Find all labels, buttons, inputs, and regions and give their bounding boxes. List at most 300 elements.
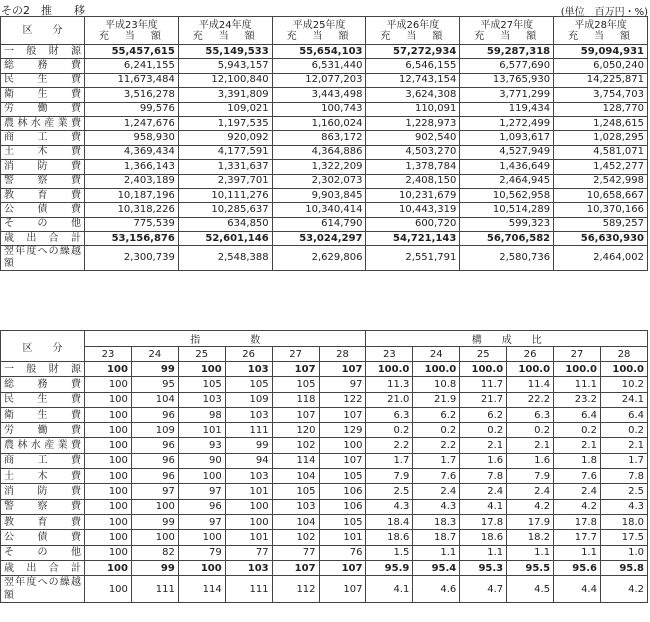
header-index-group: 指 数: [85, 331, 366, 347]
allocation-label: 充 当 額: [192, 30, 258, 42]
amount-cell: 10,340,414: [272, 203, 366, 217]
index-cell: 104: [131, 392, 178, 407]
header-year-5: [554, 17, 648, 45]
year-label: 平成27年度: [480, 19, 534, 31]
index-cell: 100: [178, 530, 225, 545]
ratio-cell: 7.9: [366, 469, 413, 484]
year-header-8: 25: [460, 347, 507, 362]
table-row: [1, 174, 648, 188]
index-cell: 100: [85, 545, 132, 560]
ratio-cell: 1.7: [413, 453, 460, 468]
amount-cell: 10,231,679: [366, 188, 460, 202]
table-row: [1, 73, 648, 87]
index-cell: 100: [85, 453, 132, 468]
index-cell: 107: [319, 560, 366, 575]
amount-cell: 54,721,143: [366, 232, 460, 246]
table-row: [1, 131, 648, 145]
year-header-11: 28: [600, 347, 647, 362]
index-cell: 106: [319, 484, 366, 499]
amount-cell: 634,850: [178, 217, 272, 231]
amount-cell: 4,364,886: [272, 145, 366, 159]
ratio-cell: 0.2: [600, 423, 647, 438]
index-cell: 109: [225, 392, 272, 407]
row-label: 衛生費: [1, 88, 85, 102]
ratio-cell: 17.5: [600, 530, 647, 545]
ratio-cell: 2.4: [460, 484, 507, 499]
ratio-cell: 0.2: [413, 423, 460, 438]
table-row: [1, 45, 648, 59]
index-cell: 100: [85, 407, 132, 422]
index-cell: 100: [85, 514, 132, 529]
allocation-label: 充 当 額: [98, 30, 164, 42]
allocation-label: 充 当 額: [568, 30, 634, 42]
amount-cell: 589,257: [554, 217, 648, 231]
ratio-cell: 22.2: [507, 392, 554, 407]
row-label: 消防費: [1, 484, 85, 499]
ratio-cell: 11.3: [366, 377, 413, 392]
amount-cell: 55,149,533: [178, 45, 272, 59]
header-year-2: [272, 17, 366, 45]
table-row: [1, 407, 648, 422]
ratio-cell: 1.1: [413, 545, 460, 560]
row-label: 土木費: [1, 145, 85, 159]
amount-cell: 2,464,002: [554, 246, 648, 271]
index-cell: 102: [272, 530, 319, 545]
amount-cell: 12,743,154: [366, 73, 460, 87]
row-label: 一般財源: [1, 362, 85, 377]
amount-cell: 100,743: [272, 102, 366, 116]
ratio-cell: 1.8: [554, 453, 601, 468]
amount-cell: 863,172: [272, 131, 366, 145]
ratio-cell: 2.2: [413, 438, 460, 453]
amount-cell: 1,436,649: [460, 160, 554, 174]
year-label: 平成28年度: [574, 19, 627, 31]
ratio-cell: 6.4: [600, 407, 647, 422]
index-cell: 109: [131, 423, 178, 438]
amount-cell: 599,323: [460, 217, 554, 231]
ratio-cell: 4.4: [554, 576, 601, 603]
ratio-cell: 4.1: [366, 576, 413, 603]
amount-cell: 3,443,498: [272, 88, 366, 102]
index-cell: 99: [131, 362, 178, 377]
index-cell: 101: [319, 530, 366, 545]
ratio-cell: 4.7: [460, 576, 507, 603]
index-cell: 129: [319, 423, 366, 438]
ratio-cell: 4.2: [554, 499, 601, 514]
table-row: [1, 514, 648, 529]
ratio-cell: 10.2: [600, 377, 647, 392]
table-row: [1, 203, 648, 217]
year-header-10: 27: [554, 347, 601, 362]
index-cell: 111: [131, 576, 178, 603]
ratio-cell: 95.3: [460, 560, 507, 575]
row-label: 民生費: [1, 392, 85, 407]
row-label: 教育費: [1, 188, 85, 202]
ratio-cell: 6.2: [460, 407, 507, 422]
ratio-cell: 18.6: [366, 530, 413, 545]
index-cell: 103: [272, 499, 319, 514]
amount-cell: 56,630,930: [554, 232, 648, 246]
index-cell: 95: [131, 377, 178, 392]
index-cell: 99: [131, 514, 178, 529]
index-cell: 100: [178, 560, 225, 575]
row-label: 公債費: [1, 530, 85, 545]
amount-cell: 3,516,278: [85, 88, 179, 102]
amount-cell: 2,408,150: [366, 174, 460, 188]
row-label: 商工費: [1, 131, 85, 145]
amount-cell: 10,318,226: [85, 203, 179, 217]
row-label: 土木費: [1, 469, 85, 484]
amount-cell: 6,546,155: [366, 59, 460, 73]
index-cell: 76: [319, 545, 366, 560]
amount-cell: 5,943,157: [178, 59, 272, 73]
table-row: [1, 246, 648, 271]
ratio-cell: 4.5: [507, 576, 554, 603]
index-cell: 103: [225, 407, 272, 422]
year-header-2: 25: [178, 347, 225, 362]
index-cell: 107: [319, 576, 366, 603]
amount-cell: 4,503,270: [366, 145, 460, 159]
amount-cell: 3,624,308: [366, 88, 460, 102]
ratio-cell: 1.0: [600, 545, 647, 560]
index-cell: 96: [178, 499, 225, 514]
amount-cell: 1,378,784: [366, 160, 460, 174]
index-cell: 111: [225, 576, 272, 603]
index-cell: 100: [85, 499, 132, 514]
ratio-cell: 23.2: [554, 392, 601, 407]
ratio-cell: 1.1: [460, 545, 507, 560]
index-cell: 102: [272, 438, 319, 453]
index-cell: 82: [131, 545, 178, 560]
index-cell: 100: [319, 438, 366, 453]
row-label: 警察費: [1, 174, 85, 188]
index-cell: 105: [225, 377, 272, 392]
amount-cell: 1,248,615: [554, 116, 648, 130]
ratio-cell: 100.0: [460, 362, 507, 377]
index-cell: 94: [225, 453, 272, 468]
amount-cell: 600,720: [366, 217, 460, 231]
amount-cell: 52,601,146: [178, 232, 272, 246]
ratio-cell: 1.1: [554, 545, 601, 560]
ratio-cell: 4.3: [600, 499, 647, 514]
table-row: [1, 392, 648, 407]
index-cell: 97: [131, 484, 178, 499]
row-label: 農林水産業費: [1, 438, 85, 453]
index-cell: 100: [85, 423, 132, 438]
index-cell: 101: [178, 423, 225, 438]
index-cell: 103: [225, 362, 272, 377]
year-header-1: 24: [131, 347, 178, 362]
ratio-cell: 4.6: [413, 576, 460, 603]
index-cell: 107: [319, 407, 366, 422]
ratio-cell: 10.8: [413, 377, 460, 392]
ratio-cell: 95.4: [413, 560, 460, 575]
amount-cell: 59,287,318: [460, 45, 554, 59]
row-label: 歳出合計: [1, 560, 85, 575]
ratio-cell: 95.6: [554, 560, 601, 575]
index-cell: 111: [225, 423, 272, 438]
year-label: 平成26年度: [386, 19, 440, 31]
table-row: [1, 560, 648, 575]
index-cell: 107: [272, 362, 319, 377]
amount-cell: 59,094,931: [554, 45, 648, 59]
allocation-label: 充 当 額: [286, 30, 352, 42]
index-cell: 100: [225, 514, 272, 529]
table-row: [1, 377, 648, 392]
index-cell: 97: [319, 377, 366, 392]
index-cell: 100: [131, 499, 178, 514]
ratio-cell: 7.6: [413, 469, 460, 484]
table-row: [1, 116, 648, 130]
amount-cell: 110,091: [366, 102, 460, 116]
index-cell: 96: [131, 438, 178, 453]
ratio-cell: 7.9: [507, 469, 554, 484]
unit-note: (単位 百万円・%): [560, 7, 648, 18]
index-cell: 100: [85, 469, 132, 484]
index-cell: 100: [85, 560, 132, 575]
index-cell: 118: [272, 392, 319, 407]
index-cell: 107: [319, 453, 366, 468]
ratio-cell: 2.1: [600, 438, 647, 453]
ratio-cell: 95.5: [507, 560, 554, 575]
ratio-cell: 2.1: [554, 438, 601, 453]
ratio-cell: 11.7: [460, 377, 507, 392]
amount-cell: 99,576: [85, 102, 179, 116]
ratio-cell: 18.4: [366, 514, 413, 529]
index-cell: 105: [319, 514, 366, 529]
amount-cell: 1,028,295: [554, 131, 648, 145]
amount-cell: 1,197,535: [178, 116, 272, 130]
index-cell: 96: [131, 407, 178, 422]
amount-cell: 6,241,155: [85, 59, 179, 73]
index-cell: 114: [178, 576, 225, 603]
index-cell: 107: [319, 362, 366, 377]
row-label: 警察費: [1, 499, 85, 514]
ratio-cell: 18.2: [507, 530, 554, 545]
table-row: [1, 160, 648, 174]
index-cell: 90: [178, 453, 225, 468]
ratio-cell: 2.4: [413, 484, 460, 499]
ratio-cell: 7.8: [460, 469, 507, 484]
ratio-cell: 2.5: [366, 484, 413, 499]
amount-cell: 10,514,289: [460, 203, 554, 217]
ratio-cell: 100.0: [507, 362, 554, 377]
amount-cell: 920,092: [178, 131, 272, 145]
ratio-cell: 1.6: [507, 453, 554, 468]
ratio-cell: 4.1: [460, 499, 507, 514]
table-row: [1, 484, 648, 499]
ratio-cell: 24.1: [600, 392, 647, 407]
index-cell: 105: [178, 377, 225, 392]
year-header-6: 23: [366, 347, 413, 362]
amount-table: [0, 16, 648, 271]
amount-cell: 55,457,615: [85, 45, 179, 59]
index-cell: 79: [178, 545, 225, 560]
year-header-9: 26: [507, 347, 554, 362]
amount-cell: 6,050,240: [554, 59, 648, 73]
index-cell: 100: [85, 530, 132, 545]
amount-cell: 6,531,440: [272, 59, 366, 73]
ratio-cell: 1.6: [460, 453, 507, 468]
index-cell: 120: [272, 423, 319, 438]
amount-cell: 4,527,949: [460, 145, 554, 159]
ratio-cell: 6.2: [413, 407, 460, 422]
ratio-cell: 1.7: [600, 453, 647, 468]
amount-cell: 11,673,484: [85, 73, 179, 87]
ratio-cell: 0.2: [460, 423, 507, 438]
amount-cell: 56,706,582: [460, 232, 554, 246]
index-cell: 107: [272, 407, 319, 422]
year-header-7: 24: [413, 347, 460, 362]
amount-cell: 10,370,166: [554, 203, 648, 217]
index-ratio-table: [0, 330, 648, 603]
index-cell: 100: [178, 362, 225, 377]
amount-cell: 2,464,945: [460, 174, 554, 188]
index-ratio-year-header: [1, 347, 648, 362]
ratio-cell: 17.7: [554, 530, 601, 545]
amount-cell: 1,228,973: [366, 116, 460, 130]
index-cell: 100: [85, 576, 132, 603]
allocation-label: 充 当 額: [474, 30, 540, 42]
amount-cell: 109,021: [178, 102, 272, 116]
amount-cell: 119,434: [460, 102, 554, 116]
index-ratio-group-header: [1, 331, 648, 347]
header-year-1: [178, 17, 272, 45]
ratio-cell: 1.7: [366, 453, 413, 468]
ratio-cell: 2.4: [507, 484, 554, 499]
index-cell: 100: [85, 362, 132, 377]
ratio-cell: 1.1: [507, 545, 554, 560]
ratio-cell: 100.0: [413, 362, 460, 377]
index-cell: 77: [225, 545, 272, 560]
table-row: [1, 232, 648, 246]
row-label: 総務費: [1, 377, 85, 392]
amount-cell: 1,272,499: [460, 116, 554, 130]
year-label: 平成23年度: [105, 19, 158, 31]
row-label: 農林水産業費: [1, 116, 85, 130]
index-cell: 96: [131, 453, 178, 468]
row-label: 商工費: [1, 453, 85, 468]
year-header-0: 23: [85, 347, 132, 362]
index-cell: 96: [131, 469, 178, 484]
amount-cell: 3,771,299: [460, 88, 554, 102]
ratio-cell: 0.2: [507, 423, 554, 438]
ratio-cell: 4.2: [507, 499, 554, 514]
index-cell: 100: [85, 377, 132, 392]
amount-cell: 2,403,189: [85, 174, 179, 188]
ratio-cell: 21.0: [366, 392, 413, 407]
row-label: 公債費: [1, 203, 85, 217]
index-cell: 100: [225, 499, 272, 514]
amount-cell: 3,754,703: [554, 88, 648, 102]
amount-cell: 12,077,203: [272, 73, 366, 87]
index-cell: 103: [178, 392, 225, 407]
amount-cell: 2,397,701: [178, 174, 272, 188]
amount-cell: 10,285,637: [178, 203, 272, 217]
row-label: 歳出合計: [1, 232, 85, 246]
amount-cell: 2,629,806: [272, 246, 366, 271]
allocation-label: 充 当 額: [380, 30, 446, 42]
table-row: [1, 188, 648, 202]
ratio-cell: 18.0: [600, 514, 647, 529]
amount-cell: 775,539: [85, 217, 179, 231]
ratio-cell: 0.2: [554, 423, 601, 438]
amount-cell: 3,391,809: [178, 88, 272, 102]
ratio-cell: 100.0: [366, 362, 413, 377]
table-row: [1, 438, 648, 453]
amount-cell: 57,272,934: [366, 45, 460, 59]
year-header-4: 27: [272, 347, 319, 362]
index-cell: 100: [178, 469, 225, 484]
amount-cell: 128,770: [554, 102, 648, 116]
amount-cell: 2,302,073: [272, 174, 366, 188]
table-row: [1, 530, 648, 545]
table-row: [1, 469, 648, 484]
amount-cell: 1,160,024: [272, 116, 366, 130]
index-cell: 99: [131, 560, 178, 575]
ratio-cell: 2.1: [460, 438, 507, 453]
amount-cell: 10,562,958: [460, 188, 554, 202]
ratio-cell: 18.6: [460, 530, 507, 545]
index-cell: 107: [272, 560, 319, 575]
table-row: [1, 59, 648, 73]
header-year-3: [366, 17, 460, 45]
amount-cell: 2,580,736: [460, 246, 554, 271]
ratio-cell: 6.4: [554, 407, 601, 422]
amount-cell: 53,024,297: [272, 232, 366, 246]
ratio-cell: 11.4: [507, 377, 554, 392]
row-label: 総務費: [1, 59, 85, 73]
row-label: 労働費: [1, 102, 85, 116]
ratio-cell: 100.0: [600, 362, 647, 377]
row-label: 一般財源: [1, 45, 85, 59]
row-label: その他: [1, 217, 85, 231]
amount-cell: 10,187,196: [85, 188, 179, 202]
amount-cell: 1,366,143: [85, 160, 179, 174]
amount-cell: 958,930: [85, 131, 179, 145]
row-label: 翌年度への繰越額: [1, 576, 85, 603]
ratio-cell: 21.7: [460, 392, 507, 407]
ratio-cell: 0.2: [366, 423, 413, 438]
amount-cell: 6,577,690: [460, 59, 554, 73]
amount-cell: 2,300,739: [85, 246, 179, 271]
ratio-cell: 17.9: [507, 514, 554, 529]
amount-cell: 10,443,319: [366, 203, 460, 217]
amount-cell: 4,369,434: [85, 145, 179, 159]
row-label: 消防費: [1, 160, 85, 174]
header-category: 区 分: [1, 331, 85, 362]
ratio-cell: 18.7: [413, 530, 460, 545]
section-title: その2 推 移: [1, 4, 85, 17]
year-header-3: 26: [225, 347, 272, 362]
row-label: 労働費: [1, 423, 85, 438]
row-label: 民生費: [1, 73, 85, 87]
table-row: [1, 362, 648, 377]
ratio-cell: 11.1: [554, 377, 601, 392]
index-cell: 103: [225, 560, 272, 575]
index-cell: 114: [272, 453, 319, 468]
index-cell: 122: [319, 392, 366, 407]
year-label: 平成24年度: [198, 19, 252, 31]
index-cell: 104: [272, 469, 319, 484]
row-label: 衛生費: [1, 407, 85, 422]
amount-cell: 14,225,871: [554, 73, 648, 87]
row-label: 教育費: [1, 514, 85, 529]
index-cell: 106: [319, 499, 366, 514]
ratio-cell: 1.5: [366, 545, 413, 560]
index-cell: 100: [85, 392, 132, 407]
amount-cell: 1,093,617: [460, 131, 554, 145]
